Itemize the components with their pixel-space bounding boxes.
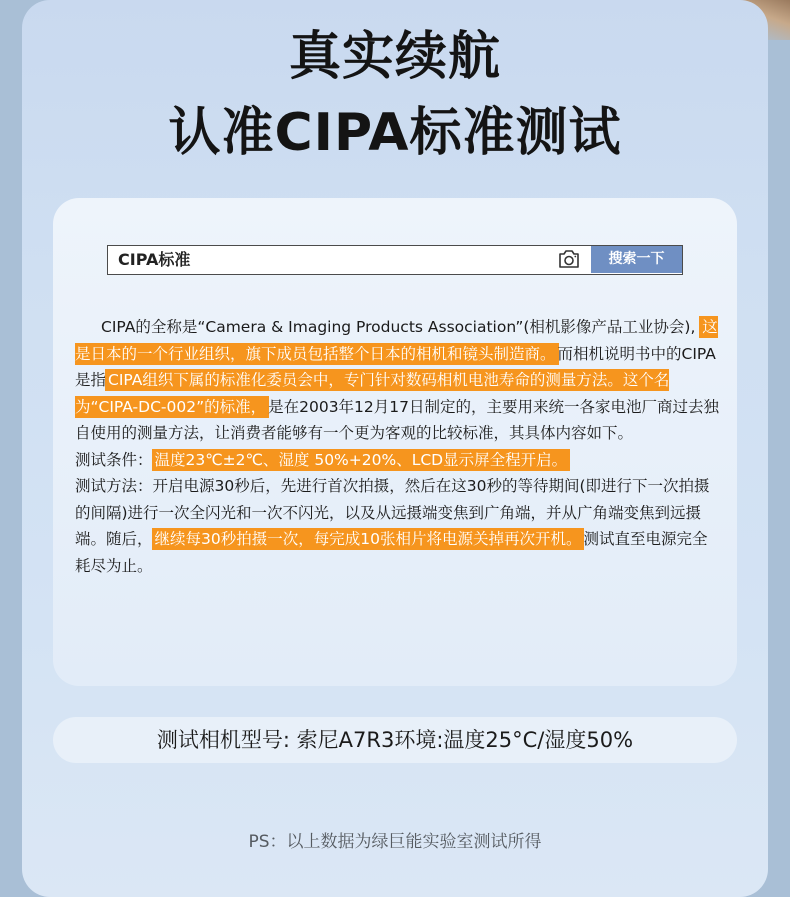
highlight-standard: CIPA组织下属的标准化委员会中，专门针对数码相机电池寿命的测量方法。这个名为“CIPA-DC-002”的标准， <box>75 371 670 416</box>
test-conditions <box>75 447 720 474</box>
intro-paragraph <box>75 314 720 447</box>
intro-text: CIPA的全称是“Camera & Imaging Products Association”(相机影像产品工业协会), <box>101 318 701 336</box>
search-button[interactable]: 搜索一下 <box>591 246 682 273</box>
method-text-end: 测试直至电源完全耗尽为止。 <box>75 530 708 575</box>
footnote: PS：以上数据为绿巨能实验室测试所得 <box>248 832 542 852</box>
article-body <box>75 314 720 579</box>
method-text: 开启电源30秒后，先进行首次拍摄，然后在这30秒的等待期间(即进行下一次拍摄的间隔)进行一次全闪光和一次不闪光，以及从远摄端变焦到广角端，并从广角端变焦到远摄端。随后， <box>75 477 710 548</box>
test-method <box>75 473 720 579</box>
highlight-organization: 这是日本的一个行业组织，旗下成员包括整个日本的相机和镜头制造商。 <box>75 318 718 363</box>
page-title-line2: 认准CIPA标准测试 <box>168 103 622 163</box>
intro-text-date: 是在2003年12月17日制定的，主要用来统一各家电池厂商过去独自使用的测量方法，让消费者能够有一个更为客观的比较标准，其具体内容如下。 <box>75 397 720 442</box>
intro-text-cipa: 而相机说明书中的CIPA是指 <box>75 344 716 389</box>
camera-icon[interactable] <box>557 249 581 269</box>
highlight-method: 继续每30秒拍摄一次，每完成10张相片将电源关掉再次开机。 <box>154 530 582 548</box>
highlight-conditions: 温度23℃±2℃、湿度 50%+20%、LCD显示屏全程开启。 <box>154 450 568 469</box>
search-input[interactable]: CIPA标准 <box>118 250 191 269</box>
method-label: 测试方法： <box>75 477 153 495</box>
test-info-banner: 测试相机型号: 索尼A7R3环境:温度25°C/湿度50% <box>53 717 737 763</box>
conditions-label: 测试条件： <box>75 450 153 469</box>
page-title-line1: 真实续航 <box>288 27 501 87</box>
search-bar <box>107 245 683 275</box>
